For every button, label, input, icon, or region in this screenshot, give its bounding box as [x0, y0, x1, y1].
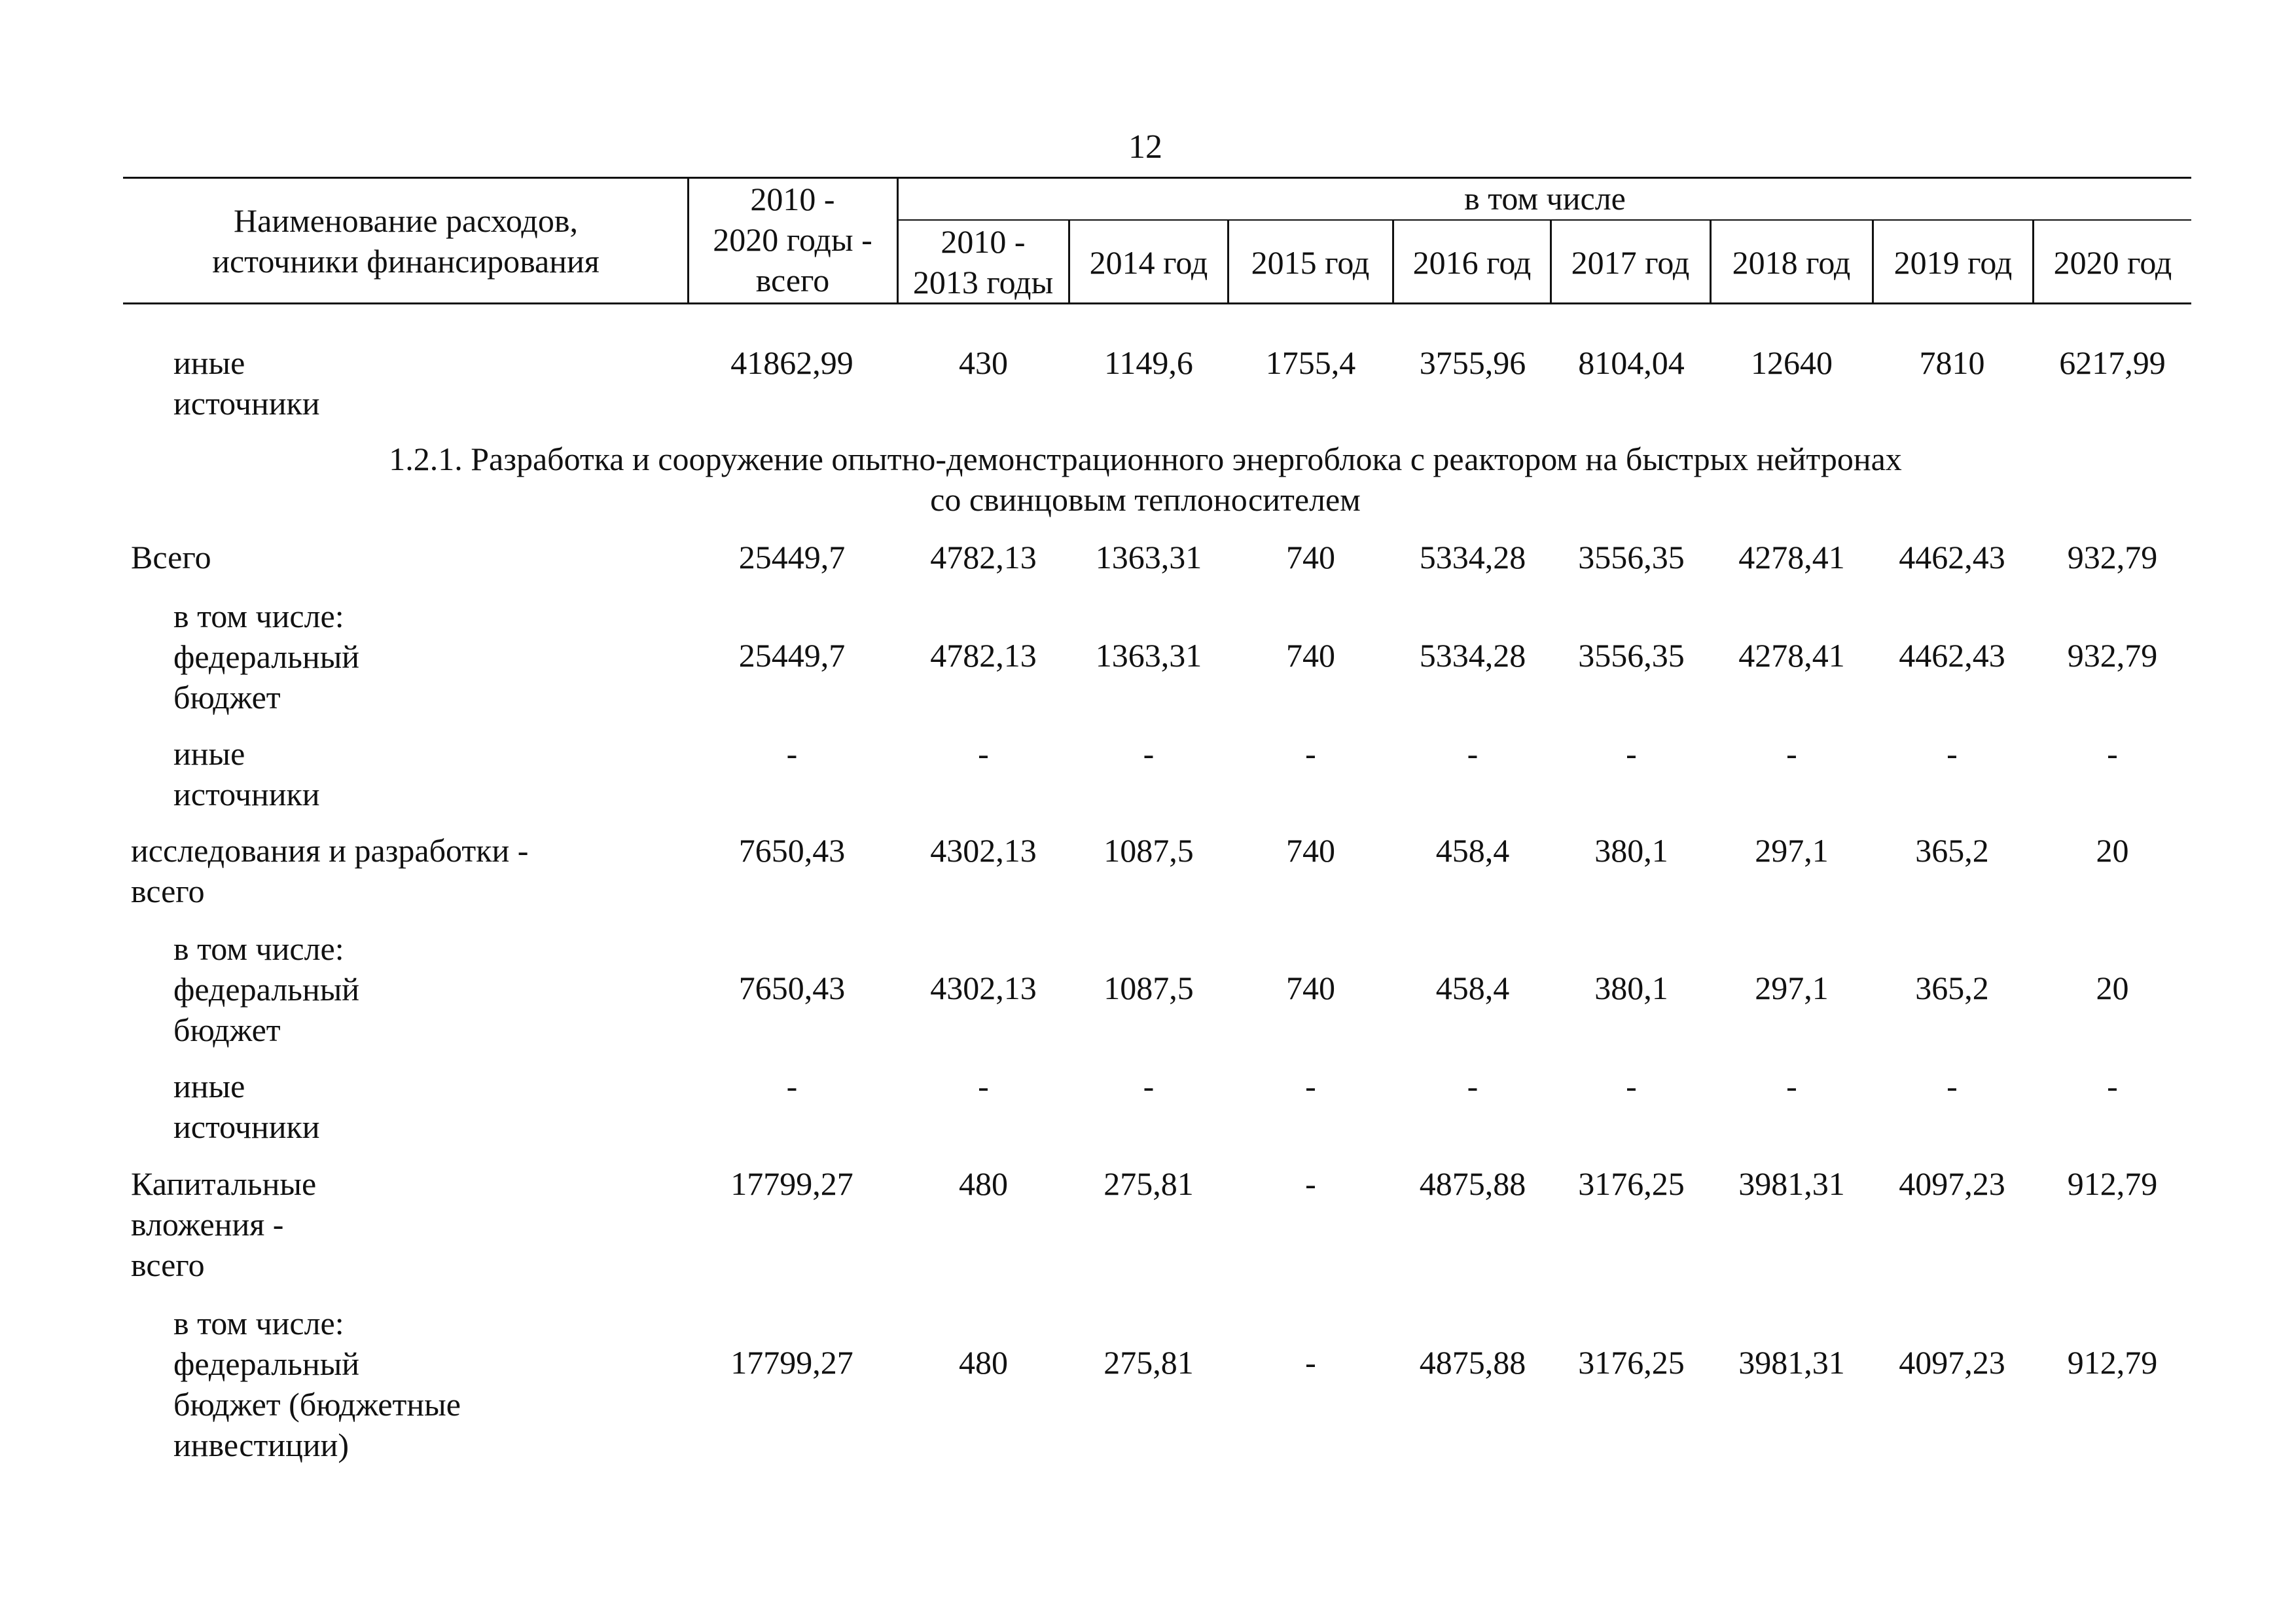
value-total: 25449,7: [738, 539, 846, 575]
row-label: в том числе: федеральный бюджет (бюджетные инвестиции): [173, 1305, 461, 1463]
header-year-2014: 2014 год: [1089, 244, 1208, 281]
value-2018: 4278,41: [1738, 637, 1845, 674]
value-2020: 912,79: [2067, 1165, 2158, 1202]
header-bottom-border: [123, 302, 2191, 304]
value-2020: 6217,99: [2059, 344, 2166, 381]
section-title: 1.2.1. Разработка и сооружение опытно-демонстрационного энергоблока с реактором на быстрых нейтронах со свинцовым теплоносителем: [389, 441, 1902, 518]
header-total-column: 2010 - 2020 годы - всего: [713, 181, 872, 299]
value-2016: 458,4: [1435, 970, 1510, 1006]
value-2016: 5334,28: [1419, 637, 1526, 674]
col-divider: [1068, 219, 1070, 304]
value-2015: 1755,4: [1265, 344, 1356, 381]
value-2020: 932,79: [2067, 539, 2158, 575]
group-header-divider: [898, 219, 2191, 221]
header-group-label: в том числе: [1464, 180, 1626, 217]
value-2020: 932,79: [2067, 637, 2158, 674]
row-label: иные источники: [173, 1068, 320, 1145]
value-2020: 20: [2096, 970, 2129, 1006]
value-2017: 380,1: [1594, 832, 1668, 869]
value-2019: -: [1946, 1068, 1958, 1104]
value-2017: -: [1626, 1068, 1637, 1104]
value-2019: -: [1946, 735, 1958, 772]
value-2017: 3176,25: [1578, 1344, 1685, 1381]
value-2016: 4875,88: [1419, 1344, 1526, 1381]
header-year-2020: 2020 год: [2053, 244, 2172, 281]
value-2010-2013: 480: [959, 1165, 1008, 1202]
value-2018: 3981,31: [1738, 1165, 1845, 1202]
value-2018: 297,1: [1755, 970, 1829, 1006]
value-2015: -: [1305, 735, 1316, 772]
value-2014: -: [1143, 735, 1155, 772]
row-label: в том числе: федеральный бюджет: [173, 598, 360, 716]
value-2019: 7810: [1919, 344, 1985, 381]
value-2010-2013: 4302,13: [930, 970, 1037, 1006]
value-total: 7650,43: [738, 970, 846, 1006]
page-number: 12: [1128, 128, 1162, 166]
value-2018: -: [1786, 735, 1797, 772]
value-2010-2013: -: [978, 735, 989, 772]
value-total: 7650,43: [738, 832, 846, 869]
value-2016: 3755,96: [1419, 344, 1526, 381]
value-2018: 4278,41: [1738, 539, 1845, 575]
value-2016: 4875,88: [1419, 1165, 1526, 1202]
value-2017: -: [1626, 735, 1637, 772]
value-2020: 912,79: [2067, 1344, 2158, 1381]
row-label: исследования и разработки - всего: [131, 832, 529, 909]
value-total: 41862,99: [730, 344, 853, 381]
row-label: иные источники: [173, 735, 320, 812]
header-year-2018: 2018 год: [1732, 244, 1851, 281]
value-2016: -: [1467, 735, 1479, 772]
header-name-column: Наименование расходов, источники финансирования: [212, 202, 600, 280]
value-2018: 12640: [1751, 344, 1833, 381]
value-total: 17799,27: [730, 1165, 853, 1202]
value-2019: 4462,43: [1899, 637, 2005, 674]
value-2014: 1363,31: [1095, 637, 1202, 674]
value-2015: 740: [1286, 539, 1335, 575]
value-2017: 3176,25: [1578, 1165, 1685, 1202]
value-2010-2013: 430: [959, 344, 1008, 381]
value-total: 17799,27: [730, 1344, 853, 1381]
value-2019: 4097,23: [1899, 1344, 2005, 1381]
value-2014: 1087,5: [1103, 970, 1194, 1006]
value-2020: 20: [2096, 832, 2129, 869]
value-2010-2013: 4302,13: [930, 832, 1037, 869]
header-year-2015: 2015 год: [1251, 244, 1370, 281]
value-2019: 4462,43: [1899, 539, 2005, 575]
value-2018: -: [1786, 1068, 1797, 1104]
value-2010-2013: -: [978, 1068, 989, 1104]
value-2017: 8104,04: [1578, 344, 1685, 381]
value-2015: 740: [1286, 832, 1335, 869]
value-2015: -: [1305, 1165, 1316, 1202]
value-2016: 5334,28: [1419, 539, 1526, 575]
header-year-2017: 2017 год: [1571, 244, 1690, 281]
header-year-2010-2013: 2010 - 2013 годы: [912, 223, 1054, 301]
value-2015: 740: [1286, 970, 1335, 1006]
header-year-2019: 2019 год: [1893, 244, 2013, 281]
row-label: в том числе: федеральный бюджет: [173, 930, 360, 1048]
value-2016: -: [1467, 1068, 1479, 1104]
value-2014: 1087,5: [1103, 832, 1194, 869]
value-2010-2013: 4782,13: [930, 539, 1037, 575]
value-2017: 380,1: [1594, 970, 1668, 1006]
value-2014: 1363,31: [1095, 539, 1202, 575]
value-2020: -: [2107, 735, 2118, 772]
value-2019: 365,2: [1915, 970, 1989, 1006]
value-2015: -: [1305, 1068, 1316, 1104]
value-total: -: [786, 1068, 798, 1104]
value-2010-2013: 480: [959, 1344, 1008, 1381]
value-total: -: [786, 735, 798, 772]
header-year-2016: 2016 год: [1412, 244, 1532, 281]
value-2020: -: [2107, 1068, 2118, 1104]
value-2014: 275,81: [1103, 1165, 1194, 1202]
value-2017: 3556,35: [1578, 539, 1685, 575]
value-2017: 3556,35: [1578, 637, 1685, 674]
value-2014: 1149,6: [1104, 344, 1193, 381]
value-2015: -: [1305, 1344, 1316, 1381]
col-divider: [687, 177, 689, 304]
row-label: Всего: [131, 539, 211, 575]
value-2019: 4097,23: [1899, 1165, 2005, 1202]
row-label: иные источники: [173, 344, 320, 422]
value-2018: 3981,31: [1738, 1344, 1845, 1381]
value-total: 25449,7: [738, 637, 846, 674]
value-2016: 458,4: [1435, 832, 1510, 869]
value-2018: 297,1: [1755, 832, 1829, 869]
value-2019: 365,2: [1915, 832, 1989, 869]
value-2014: -: [1143, 1068, 1155, 1104]
value-2010-2013: 4782,13: [930, 637, 1037, 674]
row-label: Капитальные вложения - всего: [131, 1165, 317, 1283]
value-2014: 275,81: [1103, 1344, 1194, 1381]
value-2015: 740: [1286, 637, 1335, 674]
